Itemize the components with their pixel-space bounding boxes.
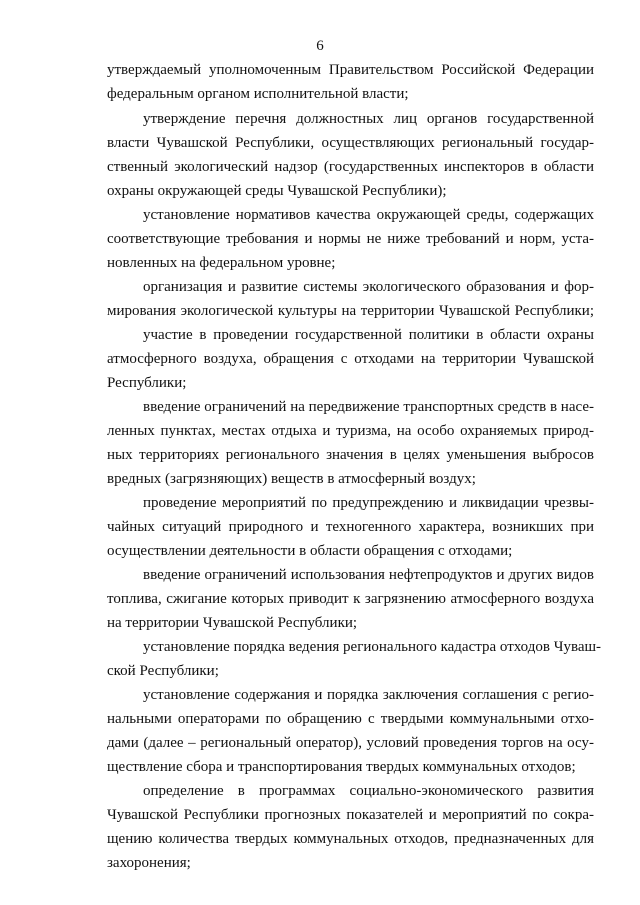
- text-line: ственный экологический надзор (государственных инспекторов в области: [107, 159, 594, 175]
- text-line: топлива, сжигание которых приводит к загрязнению атмосферного воздуха: [107, 591, 594, 607]
- text-line: установление нормативов качества окружающей среды, содержащих: [143, 207, 594, 223]
- text-line: утверждаемый уполномоченным Правительством Российской Федерации: [107, 62, 594, 78]
- text-line: ных территориях регионального значения в целях уменьшения выбросов: [107, 447, 594, 463]
- text-line: утверждение перечня должностных лиц органов государственной: [143, 111, 594, 127]
- text-line: введение ограничений на передвижение транспортных средств в насе-: [143, 399, 594, 415]
- text-line: дами (далее – региональный оператор), условий проведения торгов на осу-: [107, 735, 594, 751]
- text-line: чайных ситуаций природного и техногенного характера, возникших при: [107, 519, 594, 535]
- text-line: Чувашской Республики прогнозных показателей и мероприятий по сокра-: [107, 807, 594, 823]
- text-line: участие в проведении государственной политики в области охраны: [143, 327, 594, 343]
- text-line: определение в программах социально-экономического развития: [143, 783, 594, 799]
- text-line: власти Чувашской Республики, осуществляющих региональный государ-: [107, 135, 594, 151]
- text-line: атмосферного воздуха, обращения с отходами на территории Чувашской: [107, 351, 594, 367]
- text-line: на территории Чувашской Республики;: [107, 615, 358, 631]
- text-line: ществление сбора и транспортирования твердых коммунальных отходов;: [107, 759, 576, 775]
- text-line: введение ограничений использования нефтепродуктов и других видов: [143, 567, 594, 583]
- text-line: Республики;: [107, 375, 187, 391]
- text-line: охраны окружающей среды Чувашской Республики);: [107, 183, 447, 199]
- text-line: проведение мероприятий по предупреждению и ликвидации чрезвы-: [143, 495, 594, 511]
- text-line: ской Республики;: [107, 663, 219, 679]
- text-line: захоронения;: [107, 855, 191, 871]
- text-line: ленных пунктах, местах отдыха и туризма, на особо охраняемых природ-: [107, 423, 594, 439]
- text-line: установление содержания и порядка заключения соглашения с регио-: [143, 687, 594, 703]
- text-line: мирования экологической культуры на территории Чувашской Республики;: [107, 303, 594, 319]
- text-line: федеральным органом исполнительной власти;: [107, 86, 409, 102]
- text-line: нальными операторами по обращению с твердыми коммунальными отхо-: [107, 711, 594, 727]
- text-line: организация и развитие системы экологического образования и фор-: [143, 279, 594, 295]
- text-line: вредных (загрязняющих) веществ в атмосферный воздух;: [107, 471, 476, 487]
- text-line: соответствующие требования и нормы не ниже требований и норм, уста-: [107, 231, 594, 247]
- text-line: новленных на федеральном уровне;: [107, 255, 336, 271]
- page-number: 6: [316, 38, 324, 54]
- text-line: щению количества твердых коммунальных отходов, предназначенных для: [107, 831, 594, 847]
- text-line: установление порядка ведения регионального кадастра отходов Чуваш-: [143, 639, 602, 655]
- text-line: осуществлении деятельности в области обращения с отходами;: [107, 543, 513, 559]
